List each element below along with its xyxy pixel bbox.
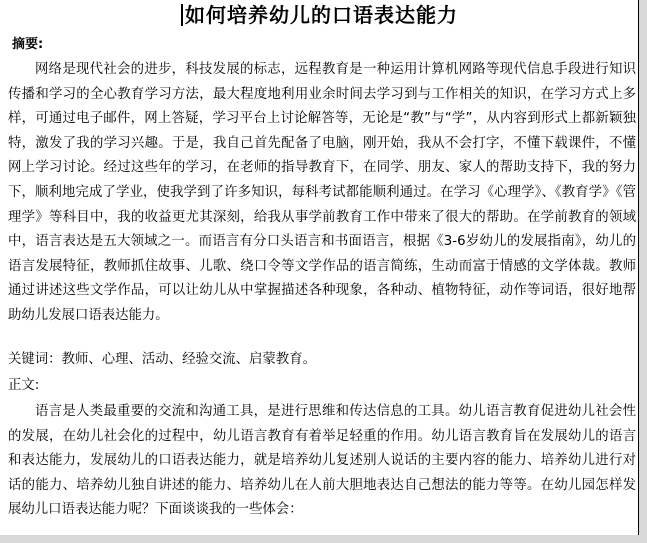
keywords-line[interactable]: 关键词：教师、心理、活动、经验交流、启蒙教育。: [8, 352, 316, 367]
document-title[interactable]: 如何培养幼儿的口语表达能力: [185, 3, 458, 27]
window-background-bottom: [0, 535, 647, 543]
window-background-right: [639, 0, 647, 543]
abstract-label[interactable]: 摘要:: [12, 37, 44, 52]
abstract-paragraph[interactable]: 网络是现代社会的进步，科技发展的标志，远程教育是一种运用计算机网路等现代信息手段进行知识传播和学习的全心教育学习方法，最大程度地利用业余时间去学习到与工作相关的知识，在学习方式上多样，可通过电子邮件，网上答疑，学习平台上讨论解答等，无论是“教”与“学”，从内容到形式上都新颖独特，激发了我的学习兴趣。于是，我自己首先配备了电脑，刚开始，我从不会打字，不懂下载课件，不懂网上学习讨论。经过这些年的学习，在老师的指导教育下，在同学、朋友、家人的帮助支持下，我的努力下，顺利地完成了学业，使我学到了许多知识，每科考试都能顺利通过。在学习《心理学》、《教育学》《管理学》等科目中，我的收益更尤其深刻，给我从事学前教育工作中带来了很大的帮助。在学前教育的领域中，语言表达是五大领域之一。而语言有分口头语言和书面语言，根据《3-6岁幼儿的发展指南》，幼儿的语言发展特征，教师抓住故事、儿歌、绕口令等文学作品的语言简练，生动而富于情感的文学体裁。教师通过讲述这些文学作品，可以让幼儿从中掌握描述各种现象，各种动、植物特征，动作等词语，很好地帮助幼儿发展口语表达能力。: [8, 62, 636, 323]
text-cursor: [181, 4, 183, 26]
body-label[interactable]: 正文:: [8, 378, 40, 393]
body-paragraph[interactable]: 语言是人类最重要的交流和沟通工具，是进行思维和传达信息的工具。幼儿语言教育促进幼儿社会性的发展，在幼儿社会化的过程中，幼儿语言教育有着举足轻重的作用。幼儿语言教育旨在发展幼儿的语言和表达能力，发展幼儿的口语表达能力，就是培养幼儿复述别人说话的主要内容的能力、培养幼儿进行对话的能力、培养幼儿独自讲述的能力、培养幼儿在人前大胆地表达自己想法的能力等等。在幼儿园怎样发展幼儿口语表达能力呢？下面谈谈我的一些体会：: [8, 404, 636, 518]
